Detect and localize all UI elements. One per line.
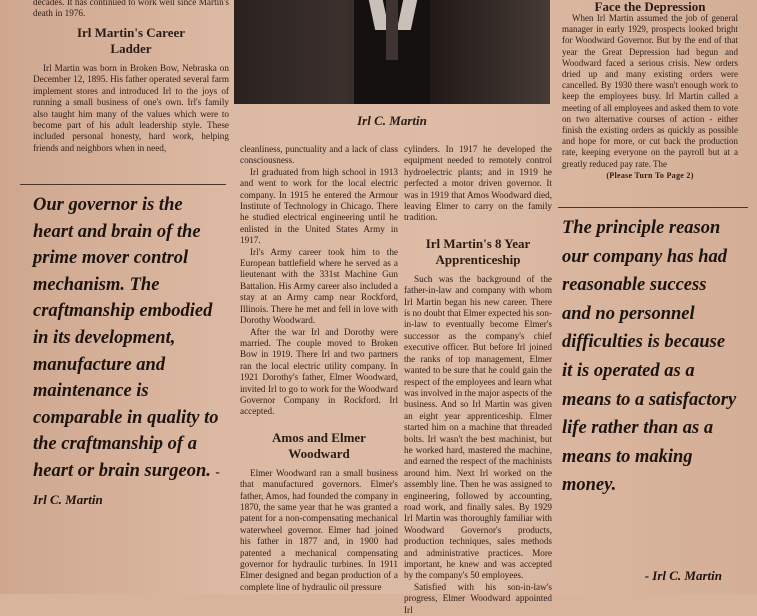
depression-paragraph: When Irl Martin assumed the job of general manager in early 1929, prospects looked bright for Woodward Governor. But by the end of that year the Great Depression had begun and Woodward faced a serious crisis. New orders dried up and many existing orders were cancelled. By 1930 there wasn't enough work to keep the employees busy. Irl Martin called a meeting of all employees and asked them to vote on two alternative courses of action - either finish the existing orders as quickly as possible and hope for more, or cut back the production rate, keeping everyone on the payroll but at a greatly reduced pay rate. The bbox=[562, 13, 738, 169]
depression-headline: Face the Depression bbox=[594, 0, 706, 14]
column-2 bbox=[240, 144, 398, 590]
right-quote-text: The principle reason our company has had reasonable success and no personnel difficulties is because it is operated as a means to a satisfactory life rather than as a means to making money. bbox=[562, 218, 737, 496]
apprenticeship-headline: Irl Martin's 8 Year Apprenticeship bbox=[425, 235, 531, 267]
left-quote-top-rule bbox=[20, 184, 226, 185]
left-quote-text: Our governor is the heart and brain of the prime mover control mechanism. The craftmanship embodied in its development, manufacture and maintenance is comparable in quality to the craftmanship of a heart or brain surgeon. bbox=[33, 195, 219, 481]
irl-martin-photo bbox=[234, 0, 550, 104]
career-ladder-headline: Irl Martin's Career Ladder bbox=[76, 25, 186, 56]
right-pull-quote bbox=[562, 214, 738, 554]
col2-paragraph-2: Irl graduated from high school in 1913 and went to work for the local electric company. In 1915 he entered the Armour Institute of Technology in Chicago. There he studied electrical engineering until he enlisted in the United States Army in 1917. bbox=[240, 166, 398, 246]
col2-paragraph-5: Elmer Woodward ran a small business that manufactured governors. Elmer's father, Amos, had founded the company in 1870, the same year that he was granted a patent for a non-compensating mechanical waterwheel governor. Elmer had joined his father in 1877 and, in 1900 had patented a mechanical compensating governor for hydraulic turbines. In 1911 Elmer designed and began production of a complete line of hydraulic oil pressure bbox=[240, 467, 398, 592]
right-quote-top-rule bbox=[558, 207, 748, 208]
amos-elmer-headline: Amos and Elmer Woodward bbox=[272, 429, 366, 461]
col2-paragraph-3: Irl's Army career took him to the European battlefield where he served as a lieutenant with the 331st Machine Gun Battalion. His Army career also included a stay at an Army camp near Rockford, Illinois. There he met and fell in love with Dorothy Woodward. bbox=[240, 246, 398, 326]
career-ladder-text bbox=[33, 63, 229, 154]
right-quote-attribution-wrap bbox=[562, 562, 722, 588]
career-ladder-paragraph: Irl Martin was born in Broken Bow, Nebraska on December 12, 1895. His father operated several farm implement stores and introduced Irl to the joys of running a small business of one's own. Irl's family also taught him many of the values which were to become part of his adult leadership style. These included personal honesty, hard work, helping friends and neighbors when in need, bbox=[33, 63, 229, 153]
column-1 bbox=[33, 0, 229, 182]
col3-paragraph-2: Such was the background of the father-in-law and company with whom Irl Martin began his new career. There is no doubt that Elmer expected his son-in-law to eventually become Elmer's successor as the company's chief executive officer. But before Irl joined the ranks of top management, Elmer wanted to be sure that he could gain the respect of the employees and learn what was involved in the major aspects of the business. And so Irl Martin was given an eight year apprenticeship. Elmer started him on a machine that threaded bolts. Irl wasn't the best machinist, but he worked hard, mastered the machine, and earned the respect of the machinists around him. Next Irl worked on the assembly line. Then he was assigned to engineering, followed by accounting, road work, and finally sales. By 1929 Irl Martin was thoroughly familiar with Woodward Governor's products, production techniques, sales methods and administrative practices. More important, he knew and was accepted by the company's 50 employees. bbox=[404, 273, 552, 581]
left-quote-attribution: - Irl C. Martin bbox=[33, 463, 220, 507]
col2-paragraph-4: After the war Irl and Dorothy were married. The couple moved to Broken Bow in 1919. There Irl and two partners ran the local electric utility company. In 1921 Dorothy's father, Elmer Woodward, invited Irl to go to work for the Woodward Governor Company in Rockford. Irl accepted. bbox=[240, 326, 398, 417]
column-4 bbox=[562, 0, 738, 206]
depression-text bbox=[562, 13, 738, 170]
photo-caption: Irl C. Martin bbox=[357, 113, 427, 128]
left-pull-quote bbox=[33, 192, 223, 586]
col2-paragraph-1: cleanliness, punctuality and a lack of class consciousness. bbox=[240, 144, 398, 166]
top-fragment: decades. It has continued to work well since Martin's death in 1976. bbox=[33, 0, 229, 18]
column-3 bbox=[404, 144, 552, 615]
right-quote-attribution: - Irl C. Martin bbox=[644, 568, 722, 583]
col3-paragraph-3: Satisfied with his son-in-law's progress, Elmer Woodward appointed Irl bbox=[404, 581, 552, 615]
col3-paragraph-1: cylinders. In 1917 he developed the equipment needed to remotely control hydroelectric plants; and in 1919 he perfected a motor driven governor. It was in 1919 that Amos Woodward died, leaving Elmer to carry on the family tradition. bbox=[404, 144, 552, 223]
continued-notice: (Please Turn To Page 2) bbox=[606, 170, 694, 180]
